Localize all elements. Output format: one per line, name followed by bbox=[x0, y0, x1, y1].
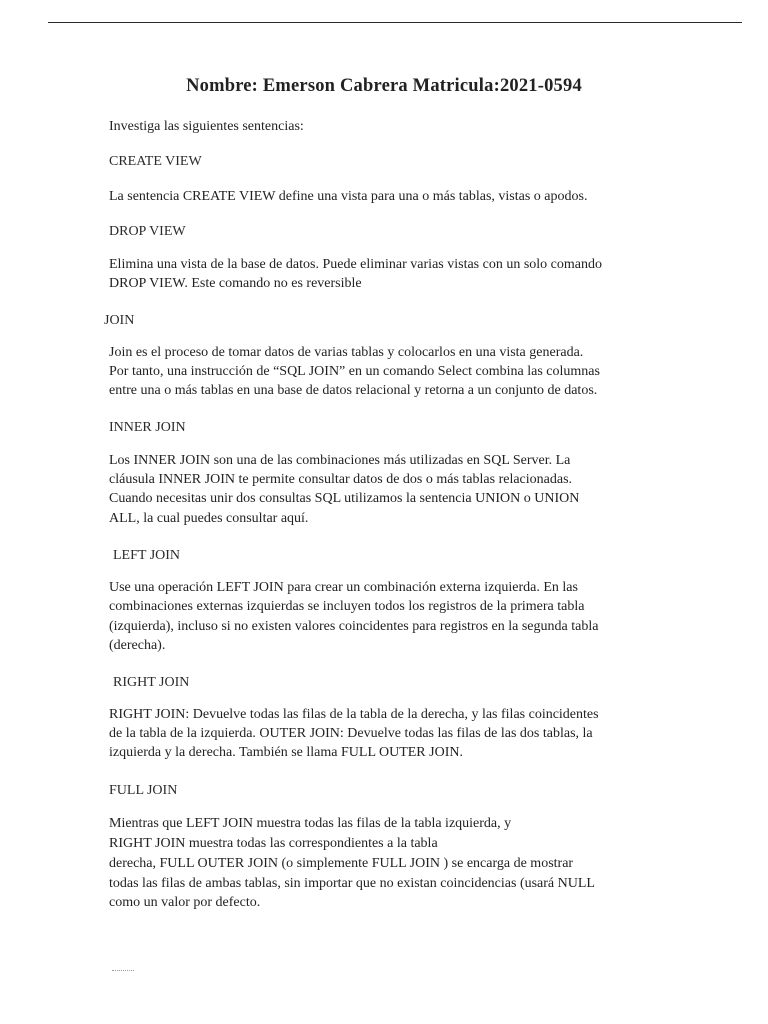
paragraph-line: Join es el proceso de tomar datos de varias tablas y colocarlos en una vista generada. bbox=[109, 345, 584, 360]
paragraph-line: La sentencia CREATE VIEW define una vista para una o más tablas, vistas o apodos. bbox=[109, 189, 588, 204]
paragraph-line: izquierda y la derecha. También se llama FULL OUTER JOIN. bbox=[109, 745, 463, 760]
footer-mark bbox=[112, 970, 134, 972]
paragraph-line: Use una operación LEFT JOIN para crear un combinación externa izquierda. En las bbox=[109, 580, 578, 595]
section-heading-join: JOIN bbox=[104, 313, 135, 328]
paragraph-line: entre una o más tablas en una base de datos relacional y retorna a un conjunto de datos. bbox=[109, 383, 598, 398]
section-heading-inner-join: INNER JOIN bbox=[109, 420, 186, 435]
paragraph-line: cláusula INNER JOIN te permite consultar datos de dos o más tablas relacionadas. bbox=[109, 472, 573, 487]
intro-text: Investiga las siguientes sentencias: bbox=[109, 119, 304, 134]
paragraph-line: combinaciones externas izquierdas se incluyen todos los registros de la primera tabla bbox=[109, 599, 585, 614]
section-heading-drop-view: DROP VIEW bbox=[109, 224, 186, 239]
section-heading-create-view: CREATE VIEW bbox=[109, 154, 202, 169]
paragraph-line: Elimina una vista de la base de datos. Puede eliminar varias vistas con un solo comando bbox=[109, 257, 602, 272]
paragraph-line: derecha, FULL OUTER JOIN (o simplemente FULL JOIN ) se encarga de mostrar bbox=[109, 856, 574, 871]
paragraph-line: Mientras que LEFT JOIN muestra todas las filas de la tabla izquierda, y bbox=[109, 816, 512, 831]
paragraph-line: RIGHT JOIN muestra todas las correspondientes a la tabla bbox=[109, 836, 438, 851]
paragraph-line: (derecha). bbox=[109, 638, 166, 653]
paragraph-line: RIGHT JOIN: Devuelve todas las filas de la tabla de la derecha, y las filas coincidentes bbox=[109, 707, 599, 722]
document-title: Nombre: Emerson Cabrera Matricula:2021-0594 bbox=[186, 76, 582, 96]
paragraph-line: (izquierda), incluso si no existen valores coincidentes para registros en la segunda tabla bbox=[109, 619, 599, 634]
top-rule bbox=[48, 22, 742, 23]
paragraph-line: ALL, la cual puedes consultar aquí. bbox=[109, 511, 309, 526]
paragraph-line: de la tabla de la izquierda. OUTER JOIN: Devuelve todas las filas de las dos tablas, la bbox=[109, 726, 593, 741]
paragraph-line: Los INNER JOIN son una de las combinaciones más utilizadas en SQL Server. La bbox=[109, 453, 571, 468]
paragraph-line: DROP VIEW. Este comando no es reversible bbox=[109, 276, 362, 291]
paragraph-line: todas las filas de ambas tablas, sin importar que no existan coincidencias (usará NULL bbox=[109, 876, 595, 891]
paragraph-line: como un valor por defecto. bbox=[109, 895, 261, 910]
section-heading-left-join: LEFT JOIN bbox=[113, 548, 181, 563]
paragraph-line: Por tanto, una instrucción de “SQL JOIN” en un comando Select combina las columnas bbox=[109, 364, 600, 379]
section-heading-full-join: FULL JOIN bbox=[109, 783, 178, 798]
section-heading-right-join: RIGHT JOIN bbox=[113, 675, 190, 690]
paragraph-line: Cuando necesitas unir dos consultas SQL utilizamos la sentencia UNION o UNION bbox=[109, 491, 580, 506]
